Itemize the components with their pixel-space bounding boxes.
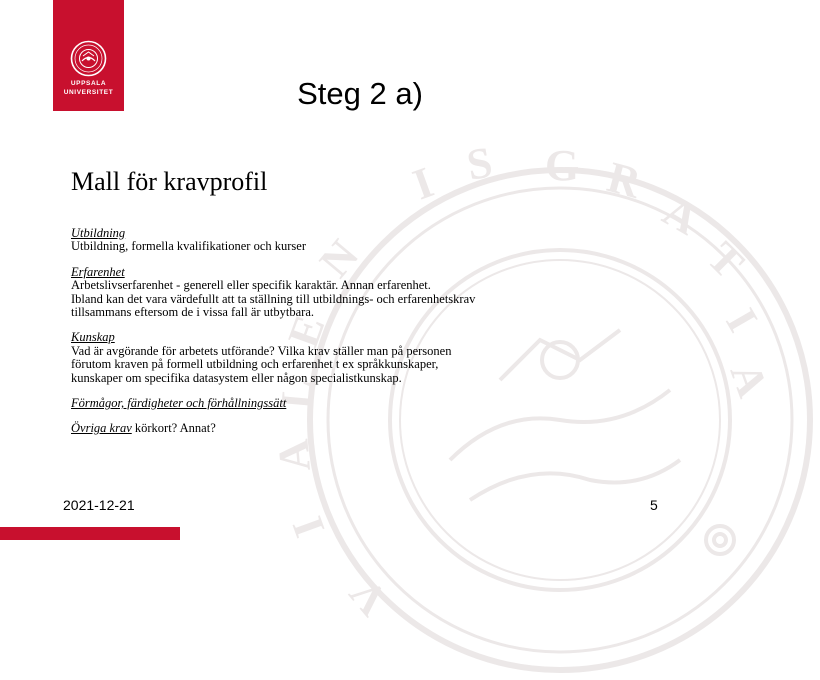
university-seal-icon xyxy=(68,40,109,77)
section-kunskap xyxy=(71,331,531,385)
logo-text-line-2: UNIVERSITET xyxy=(63,89,114,96)
logo-text-line-1: UPPSALA xyxy=(70,80,107,87)
svg-text:V: V xyxy=(339,569,398,626)
section-label: Utbildning xyxy=(71,226,126,240)
svg-text:I: I xyxy=(716,300,768,340)
section-body: Vad är avgörande för arbetets utförande? Vilka krav ställer man på personen förutom kraven på formell utbildning och erfarenhet t ex språkkunskaper, kunskaper om specifika datasystem eller någon specialistkunskap. xyxy=(71,343,452,385)
section-label: Övriga krav xyxy=(71,421,132,436)
section-ovriga-krav xyxy=(71,422,531,435)
section-body: Utbildning, formella kvalifikationer och kurser xyxy=(71,239,307,254)
footer-date: 2021-12-21 xyxy=(63,497,135,513)
svg-text:I: I xyxy=(282,510,335,544)
slide-title: Steg 2 a) xyxy=(297,76,423,111)
section-body: körkort? Annat? xyxy=(131,421,216,436)
svg-text:R: R xyxy=(602,152,646,208)
svg-text:E: E xyxy=(278,309,335,354)
section-body: Arbetslivserfarenhet - generell eller specifik karaktär. Annan erfarenhet. Ibland kan det vara värdefullt att ta ställning till utbildnings- och erfarenhetskrav tillsammans eftersom de i vissa fall är utbytbara. xyxy=(71,278,476,320)
section-label: Erfarenhet xyxy=(71,264,125,279)
slide-heading: Mall för kravprofil xyxy=(71,167,268,196)
section-utbildning xyxy=(71,227,531,254)
svg-text:S: S xyxy=(463,137,496,190)
section-label: Kunskap xyxy=(71,330,115,345)
svg-text:L: L xyxy=(271,377,323,411)
footer-accent-bar xyxy=(0,527,180,540)
svg-text:G: G xyxy=(545,141,580,190)
page-number: 5 xyxy=(650,497,658,513)
svg-text:A: A xyxy=(655,186,708,245)
uppsala-university-logo xyxy=(53,0,124,111)
svg-text:I: I xyxy=(406,157,440,210)
requirement-profile-list xyxy=(71,227,531,448)
svg-text:N: N xyxy=(310,230,369,287)
section-label: Förmågor, färdigheter och förhållningssätt xyxy=(71,396,287,411)
section-erfarenhet xyxy=(71,266,531,320)
svg-text:T: T xyxy=(697,232,754,288)
section-formagor xyxy=(71,397,531,410)
svg-text:A: A xyxy=(268,437,320,474)
svg-text:A: A xyxy=(720,356,778,404)
